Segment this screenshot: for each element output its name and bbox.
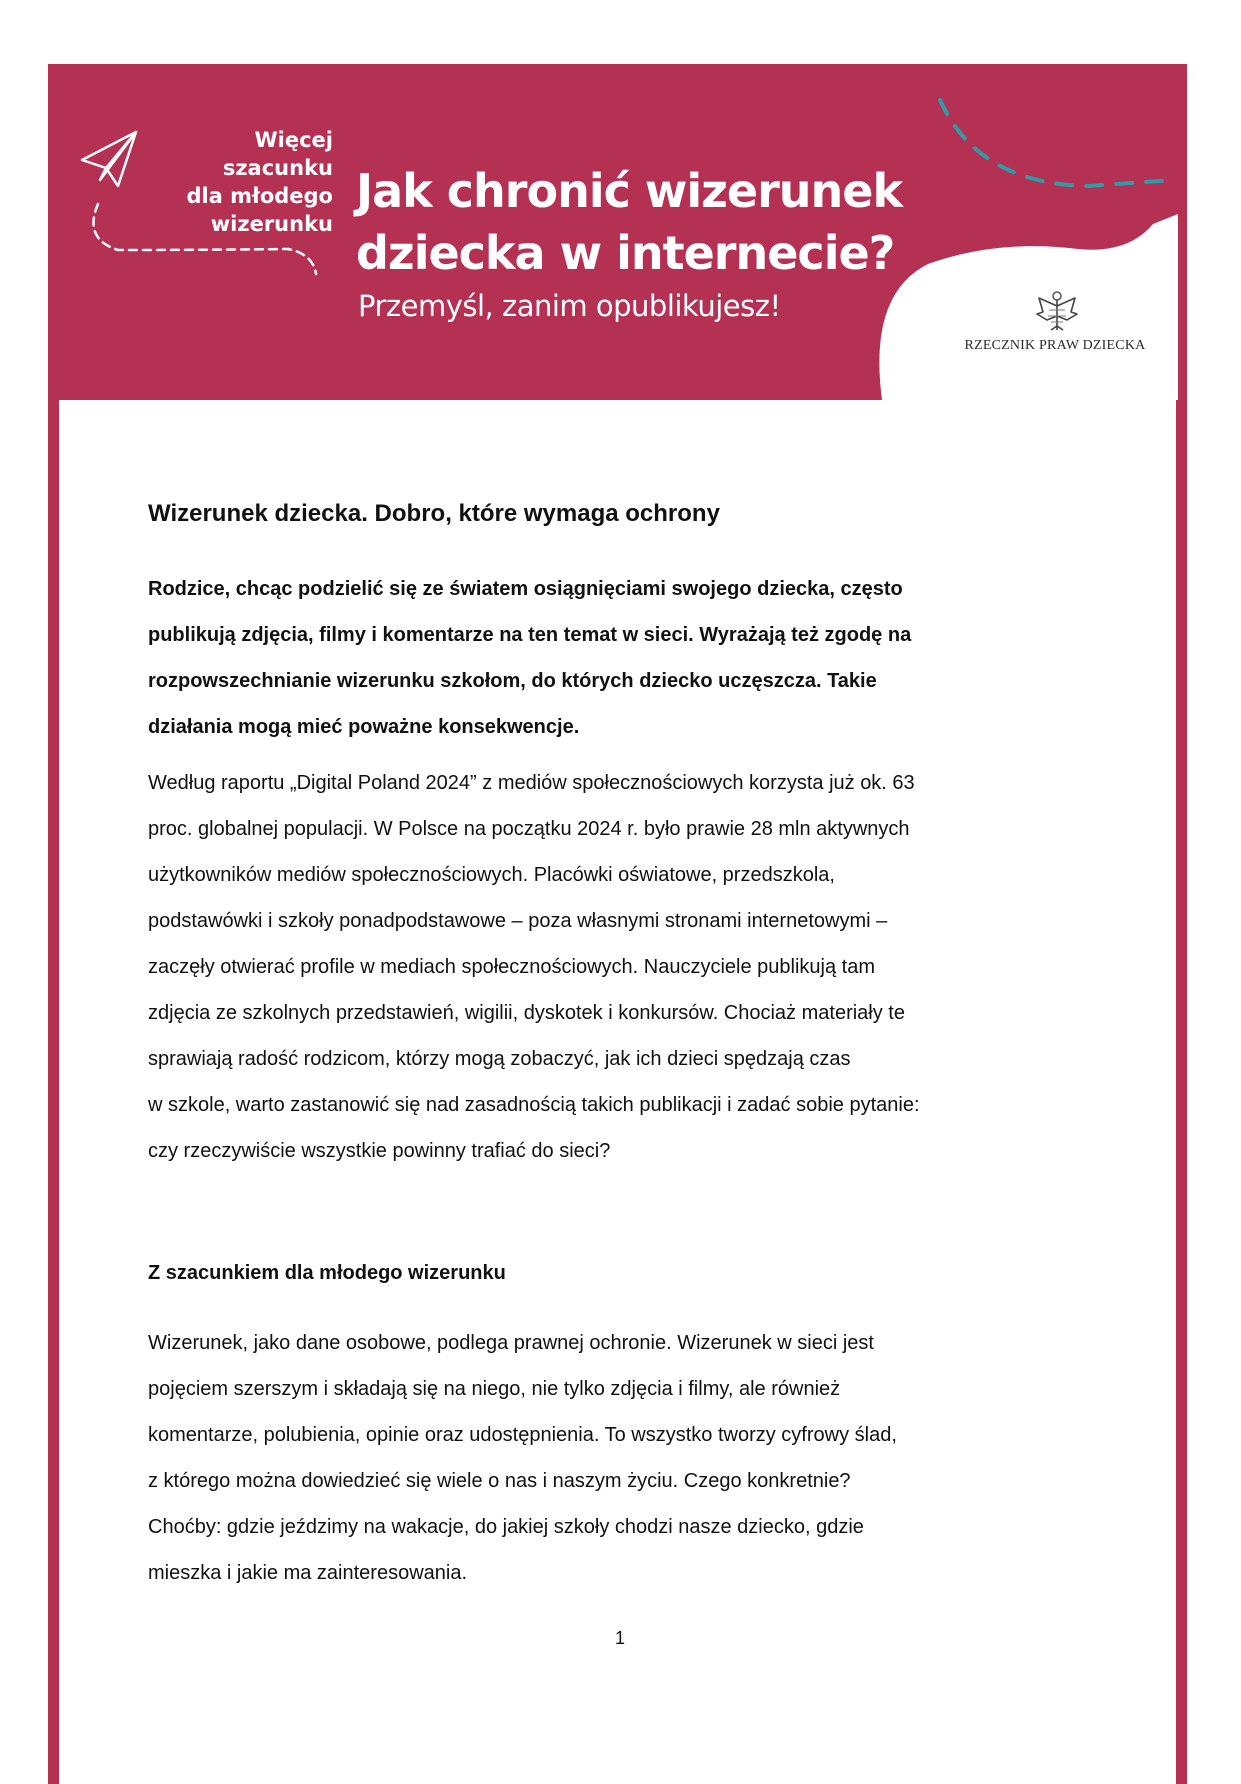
campaign-line: wizerunku [210,212,333,236]
section-heading: Z szacunkiem dla młodego wizerunku [148,1262,506,1284]
paragraph-line: Według raportu „Digital Poland 2024” z mediów społecznościowych korzysta już ok. 63 [148,772,915,794]
banner-title-line: Jak chronić wizerunek [356,164,903,218]
paragraph-line: proc. globalnej populacji. W Polsce na początku 2024 r. było prawie 28 mln aktywnych [148,818,910,840]
page-number: 1 [614,1628,625,1648]
body-paragraph [148,1320,1098,1596]
organization-name: RZECZNIK PRAW DZIECKA [964,338,1146,353]
lead-line: rozpowszechnianie wizerunku szkołom, do których dziecko uczęszcza. Takie [148,670,877,692]
paragraph-line: Wizerunek, jako dane osobowe, podlega prawnej ochronie. Wizerunek w sieci jest [148,1332,874,1354]
paragraph-line: z którego można dowiedzieć się wiele o nas i naszym życiu. Czego konkretnie? [148,1470,851,1492]
paragraph-line: sprawiają radość rodzicom, którzy mogą zobaczyć, jak ich dzieci spędzają czas [148,1048,851,1070]
lead-line: Rodzice, chcąc podzielić się ze światem osiągnięciami swojego dziecka, często [148,578,903,600]
paragraph-line: zdjęcia ze szkolnych przedstawień, wigilii, dyskotek i konkursów. Chociaż materiały te [148,1002,905,1024]
paragraph-line: Choćby: gdzie jeździmy na wakacje, do jakiej szkoły chodzi nasze dziecko, gdzie [148,1516,864,1538]
banner-title-line: dziecka w internecie? [356,226,895,280]
paragraph-line: pojęciem szerszym i składają się na niego, nie tylko zdjęcia i filmy, ale również [148,1378,841,1400]
paragraph-line: komentarze, polubienia, opinie oraz udostępnienia. To wszystko tworzy cyfrowy ślad, [148,1424,897,1446]
lead-paragraph [148,566,1098,750]
paragraph-line: podstawówki i szkoły ponadpodstawowe – poza własnymi stronami internetowymi – [148,910,888,932]
body-paragraph [148,760,1098,1174]
campaign-line: dla młodego [186,184,333,208]
paragraph-line: czy rzeczywiście wszystkie powinny trafiać do sieci? [148,1140,611,1162]
campaign-line: szacunku [222,156,333,180]
campaign-line: Więcej [254,128,333,152]
banner-title [356,160,902,284]
paragraph-line: użytkowników mediów społecznościowych. Placówki oświatowe, przedszkola, [148,864,835,886]
campaign-logo-text [133,126,333,238]
eagle-emblem-icon [1035,290,1079,336]
lead-line: publikują zdjęcia, filmy i komentarze na ten temat w sieci. Wyrażają też zgodę na [148,624,912,646]
banner-subtitle: Przemyśl, zanim opublikujesz! [358,289,781,323]
paper-plane-icon [80,130,140,192]
paragraph-line: w szkole, warto zastanowić się nad zasadnością takich publikacji i zadać sobie pytanie: [148,1094,920,1116]
paragraph-line: zaczęły otwierać profile w mediach społecznościowych. Nauczyciele publikują tam [148,956,875,978]
paragraph-line: mieszka i jakie ma zainteresowania. [148,1562,468,1584]
lead-line: działania mogą mieć poważne konsekwencje. [148,716,580,738]
section-heading: Wizerunek dziecka. Dobro, które wymaga ochrony [148,500,720,527]
